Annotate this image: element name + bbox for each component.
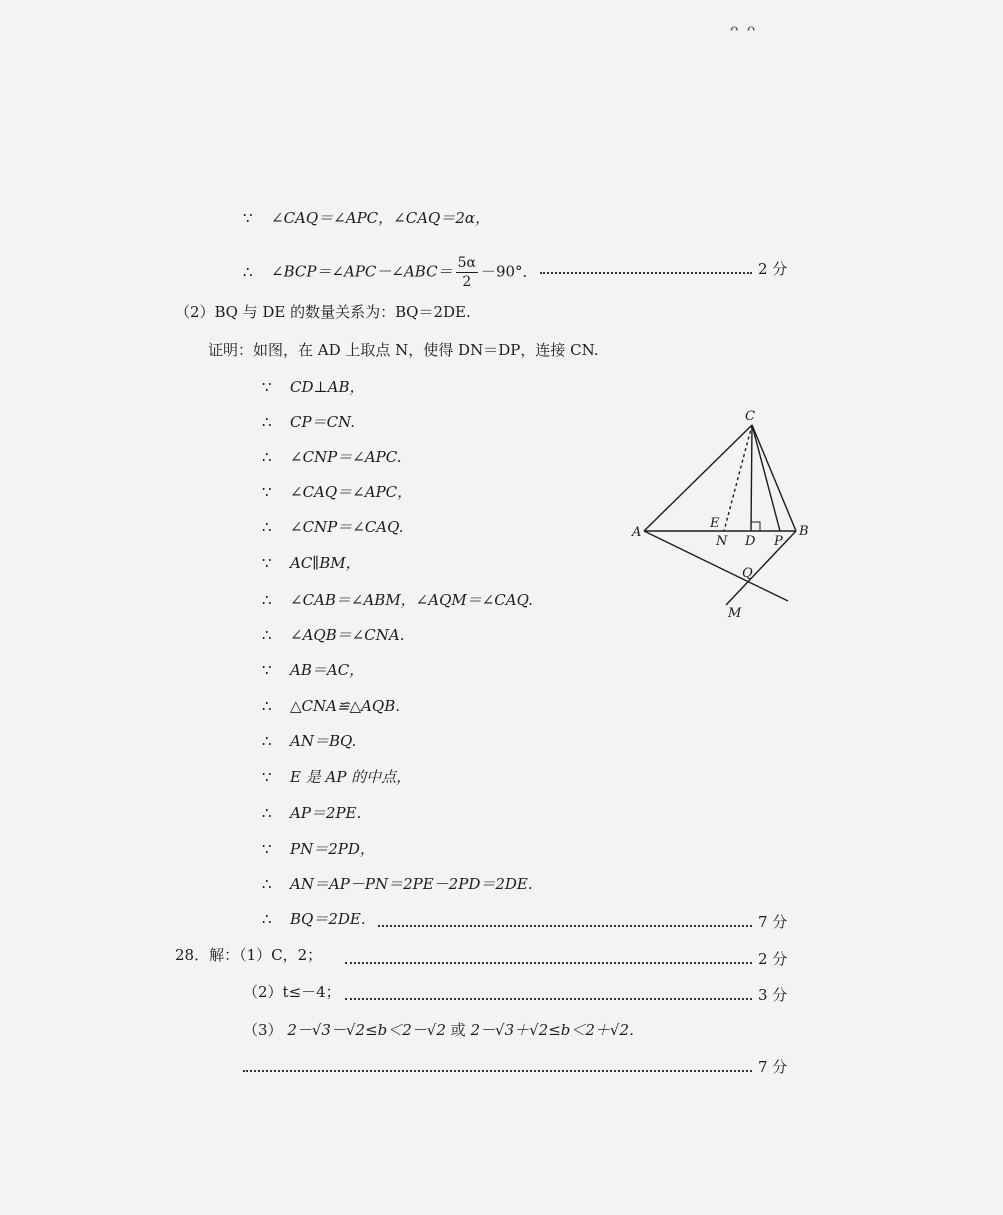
step-symbol: ∴ [262,804,272,822]
segment-cn-dashed [724,425,752,531]
step-text: ∠CAB＝∠ABM，∠AQM＝∠CAQ. [290,591,533,609]
part1-line-2 [243,254,538,291]
step-text: PN＝2PD， [290,840,375,858]
fraction-numerator: 5α [457,255,476,271]
proof-step [262,377,364,397]
label-q: Q [742,566,753,581]
score-q28-2: 3 分 [758,986,788,1004]
step-text: ∠AQB＝∠CNA. [290,626,405,644]
label-e: E [710,516,720,531]
segment-cb [752,425,796,531]
dot-leader [243,1070,752,1072]
step-symbol: ∵ [262,840,272,858]
step-symbol: ∴ [262,732,272,750]
proof-step [262,767,411,787]
proof-intro: 证明：如图，在 AD 上取点 N，使得 DN＝DP，连接 CN. [208,341,599,359]
corner-mark: ᴖ ᴖ [730,22,758,38]
label-c: C [745,409,755,424]
segment-cd [751,425,752,531]
step-symbol: ∵ [262,768,272,786]
proof-step [262,590,533,610]
part1-line-1-text: ∠CAQ＝∠APC，∠CAQ＝2α， [271,209,490,227]
step-text: CP＝CN. [290,413,355,431]
q28-part2: （2）t≤－4； [243,983,341,1001]
step-symbol: ∵ [262,483,272,501]
score-q28-1: 2 分 [758,950,788,968]
step-text: AP＝2PE. [290,804,362,822]
step-symbol: ∴ [262,448,272,466]
label-n: N [716,534,728,549]
because-symbol: ∵ [243,209,253,227]
label-p: P [774,534,783,549]
step-text: ∠CNP＝∠APC. [290,448,402,466]
step-text: AB＝AC， [290,661,365,679]
step-symbol: ∴ [262,413,272,431]
proof-step [262,874,533,894]
proof-step [262,696,400,716]
score-part1: 2 分 [758,260,788,278]
step-symbol: ∴ [262,910,272,928]
label-a: A [632,525,642,540]
step-text: E 是 AP 的中点， [290,768,412,786]
proof-step [262,482,412,502]
proof-step [262,803,361,823]
part2-heading: （2）BQ 与 DE 的数量关系为：BQ＝2DE. [175,303,471,321]
label-d: D [745,534,756,549]
right-angle-mark [751,522,760,531]
segment-cp [752,425,780,531]
therefore-symbol: ∴ [243,262,253,281]
part1-line-1 [243,208,490,228]
q28-part1: 28．解：（1）C，2； [175,946,323,964]
label-m: M [728,606,742,621]
step-text: AN＝AP－PN＝2PE－2PD＝2DE. [290,875,533,893]
proof-step [262,909,366,929]
proof-step [262,517,403,537]
q28-part3-label: （3） [243,1021,283,1039]
step-text: BQ＝2DE. [290,910,366,928]
proof-step [262,447,401,467]
step-text: CD⊥AB， [290,378,365,396]
score-part2: 7 分 [758,913,788,931]
step-symbol: ∴ [262,697,272,715]
geometry-figure [630,405,809,625]
step-text: AN＝BQ. [290,732,357,750]
segment-ac [644,425,752,531]
part1-line-2-post: －90°． [480,262,538,281]
step-symbol: ∵ [262,661,272,679]
q28-part3-range-b: 2－√3＋√2≤b＜2＋√2． [470,1021,645,1039]
proof-step [262,660,364,680]
q28-part3 [243,1020,644,1040]
step-symbol: ∴ [262,591,272,609]
dot-leader [540,272,752,274]
proof-step [262,412,355,432]
step-symbol: ∴ [262,875,272,893]
dot-leader [378,925,752,927]
q28-part3-range-a: 2－√3－√2≤b＜2－√2 [287,1021,446,1039]
step-symbol: ∴ [262,626,272,644]
q28-part3-or: 或 [450,1021,466,1039]
step-symbol: ∴ [262,518,272,536]
step-text: ∠CAQ＝∠APC， [290,483,413,501]
step-text: AC∥BM， [290,554,361,572]
line-bm [726,531,796,605]
step-symbol: ∵ [262,554,272,572]
label-b: B [799,524,809,539]
score-q28-3: 7 分 [758,1058,788,1076]
step-text: ∠CNP＝∠CAQ. [290,518,404,536]
dot-leader [345,962,752,964]
proof-step [262,625,405,645]
fraction [456,254,478,291]
proof-step [262,553,361,573]
step-text: △CNA≌△AQB. [290,697,400,715]
dot-leader [345,998,752,1000]
step-symbol: ∵ [262,378,272,396]
proof-step [262,731,356,751]
fraction-denominator: 2 [462,274,472,290]
proof-step [262,839,375,859]
part1-line-2-pre: ∠BCP＝∠APC－∠ABC＝ [271,262,453,281]
